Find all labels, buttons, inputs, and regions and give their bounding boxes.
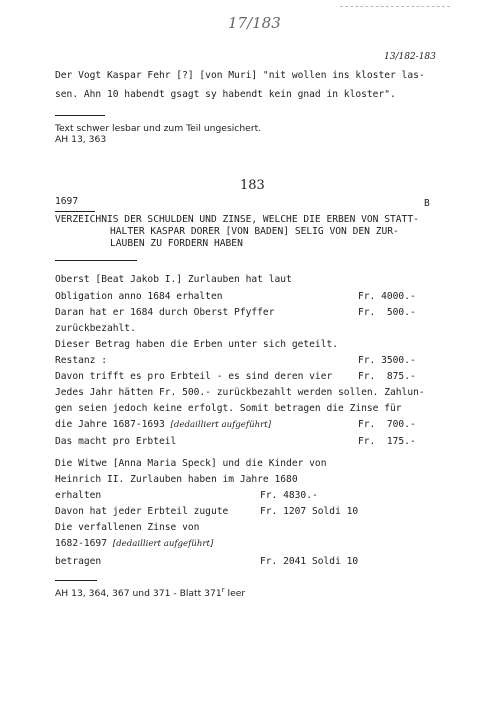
p1-line-3: Daran hat er 1684 durch Oberst Pfyffer (55, 307, 275, 318)
p1-line-8: Jedes Jahr hätten Fr. 500.- zurückbezahlt werden sollen. Zahlun- (55, 387, 425, 398)
footnote-superscript: r (221, 586, 225, 594)
p1-line-1: Oberst [Beat Jakob I.] Zurlauben hat laut (55, 274, 292, 285)
p1-amount-2: Fr. 4000.- (358, 291, 416, 302)
p1-line-2: Obligation anno 1684 erhalten (55, 291, 223, 302)
p1-line-6: Restanz : (55, 355, 107, 366)
p2-line-5: Die verfallenen Zinse von (55, 522, 200, 533)
document-reference: 13/182-183 (384, 52, 436, 62)
entry-182-note: Text schwer lesbar und zum Teil ungesichert. (55, 123, 262, 134)
title-divider (55, 260, 137, 261)
p2-line-3: erhalten (55, 490, 102, 501)
note-divider (55, 115, 105, 116)
p2-line-6 (55, 538, 213, 549)
p2-amount-4: Fr. 1207 Soldi 10 (260, 506, 359, 517)
year-underline (55, 211, 95, 212)
scan-mark (340, 6, 450, 8)
entry-182-line-1: Der Vogt Kaspar Fehr [?] [von Muri] "nit wollen ins kloster las- (55, 70, 425, 81)
p2-line-2: Heinrich II. Zurlauben haben im Jahre 1680 (55, 474, 298, 485)
entry-letter: B (424, 198, 430, 209)
p2-amount-3: Fr. 4830.- (260, 490, 318, 501)
p1-line-5: Dieser Betrag haben die Erben unter sich geteilt. (55, 339, 339, 350)
entry-title-line-2: HALTER KASPAR DORER [VON BADEN] SELIG VON DEN ZUR- (110, 226, 399, 237)
handwritten-page-number: 17/183 (228, 14, 281, 32)
p2-line-7: betragen (55, 556, 102, 567)
entry-182-line-2: sen. Ahn 10 habendt gsagt sy habendt kein gnad in kloster". (55, 89, 396, 100)
p2-line-1: Die Witwe [Anna Maria Speck] und die Kinder von (55, 458, 327, 469)
p1-amount-3: Fr. 500.- (358, 307, 416, 318)
entry-year: 1697 (55, 196, 79, 207)
p1-line-4: zurückbezahlt. (55, 323, 136, 334)
p2-amount-7: Fr. 2041 Soldi 10 (260, 556, 359, 567)
p1-amount-11: Fr. 175.- (358, 436, 416, 447)
entry-number: 183 (240, 178, 265, 193)
footnote-divider (55, 580, 97, 581)
entry-182-source: AH 13, 363 (55, 134, 107, 145)
footnote-tail: leer (224, 588, 246, 600)
footnote (55, 586, 245, 599)
entry-title-line-3: LAUBEN ZU FORDERN HABEN (110, 238, 243, 249)
p2-line-6-text: 1682-1697 (55, 538, 107, 549)
p1-amount-7: Fr. 875.- (358, 371, 416, 382)
p1-line-7: Davon trifft es pro Erbteil - es sind deren vier (55, 371, 333, 382)
p1-line-10-annotation: [dedailliert aufgeführt] (170, 420, 272, 430)
p1-line-10-text: die Jahre 1687-1693 (55, 419, 165, 430)
p2-line-4: Davon hat jeder Erbteil zugute (55, 506, 229, 517)
p2-line-6-annotation: [dedailliert aufgeführt] (112, 539, 214, 549)
p1-line-10 (55, 419, 271, 430)
footnote-text: AH 13, 364, 367 und 371 - Blatt 371 (55, 588, 222, 600)
p1-amount-6: Fr. 3500.- (358, 355, 416, 366)
entry-title-line-1: VERZEICHNIS DER SCHULDEN UND ZINSE, WELCHE DIE ERBEN VON STATT- (55, 214, 419, 225)
p1-amount-10: Fr. 700.- (358, 419, 416, 430)
p1-line-11: Das macht pro Erbteil (55, 436, 177, 447)
p1-line-9: gen seien jedoch keine erfolgt. Somit betragen die Zinse für (55, 403, 402, 414)
